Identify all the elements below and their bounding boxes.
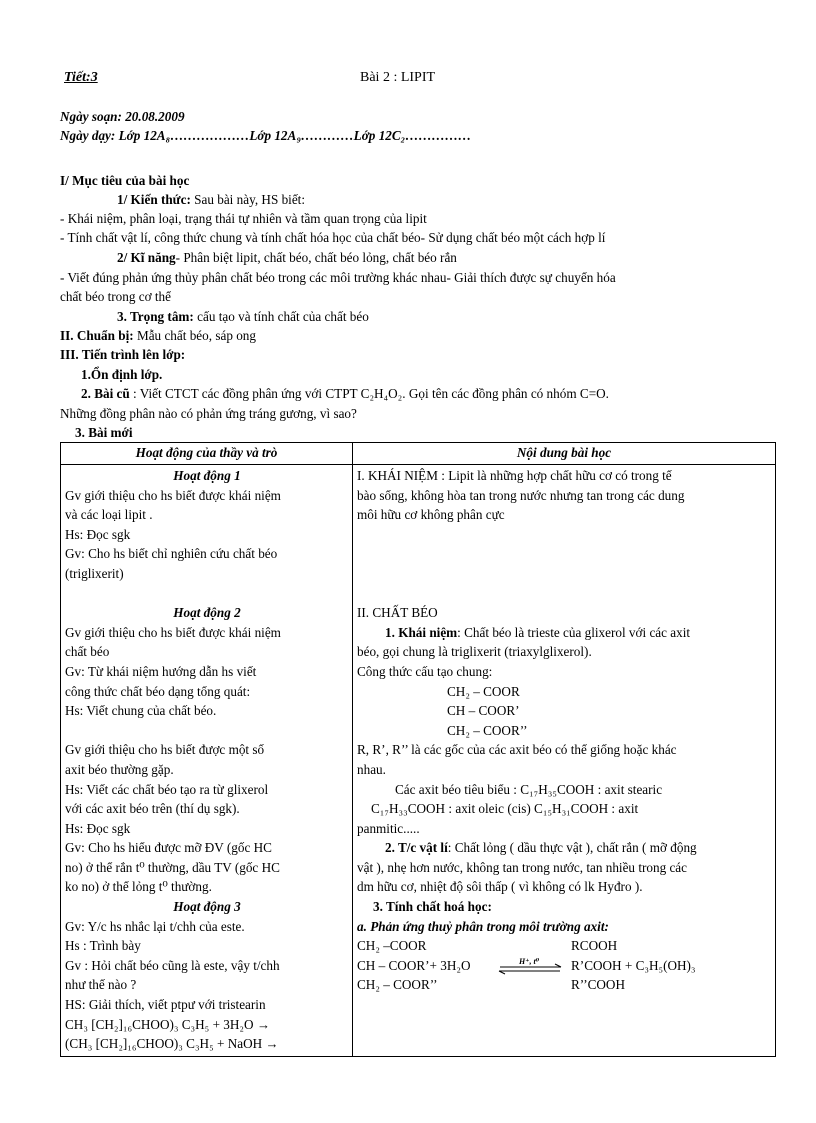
old-lesson-line <box>81 385 609 404</box>
new-lesson-heading: 3. Bài mới <box>75 425 133 440</box>
knowledge-label: 1/ Kiến thức: <box>117 192 191 207</box>
knowledge-item-2: - Tính chất vật lí, công thức chung và tính chất hóa học của chất béo- Sử dụng chất béo một cách hợp lí <box>60 230 606 245</box>
activity-3-equation: CH₃ [CH₂]₁₆CHOO)₃ C₃H₅ + 3H₂O → <box>65 1016 271 1032</box>
col-content-header: Nội dung bài học <box>516 445 612 460</box>
procedure-heading: III. Tiến trình lên lớp: <box>60 347 186 362</box>
formula-line: CH₂ – COOR <box>447 683 520 699</box>
lipid-definition: I. KHÁI NIỆM : Lipit là những hợp chất hữu cơ có trong tế <box>357 468 672 483</box>
fatty-acids-line: panmitic..... <box>357 820 420 836</box>
formula-line: CH – COOR’ <box>447 703 520 719</box>
activity-2-line: Gv giới thiệu cho hs biết được khái niệm <box>65 624 281 640</box>
activity-3-line: Gv: Y/c hs nhắc lại t/chh của este. <box>65 918 245 934</box>
physical-props-line: vật ), nhẹ hơn nước, không tan trong nước, tan nhiều trong các <box>357 859 688 875</box>
equation-right: R’COOH + C₃H₅(OH)₃ <box>571 957 696 973</box>
date-taught: Ngày dạy: Lớp 12A₈………………Lớp 12A₉…………Lớp 12C₂…………… <box>60 128 472 143</box>
fats-concept-line-2: béo, gọi chung là triglixerit (triaxylglixerol). <box>357 644 592 660</box>
spacer <box>357 544 773 564</box>
activity-2-line: Gv: Từ khái niệm hướng dẫn hs viết <box>65 663 257 679</box>
knowledge-item-1: - Khái niệm, phân loại, trạng thái tự nhiên và tầm quan trọng của lipit <box>60 211 427 226</box>
general-formula-label: Công thức cấu tạo chung: <box>357 663 493 679</box>
formula-line: CH₂ – COOR’’ <box>447 722 528 738</box>
lipid-definition: bào sống, không hòa tan trong nước nhưng tan trong các dung <box>357 487 685 503</box>
activity-1-line: Gv: Cho hs biết chỉ nghiên cứu chất béo <box>65 546 278 562</box>
equation-line-3 <box>357 975 773 995</box>
fats-concept-label: 1. Khái niệm <box>385 624 458 640</box>
radicals-note: R, R’, R’’ là các gốc của các axit béo có thể giống hoặc khác <box>357 742 677 758</box>
activity-3-equation: (CH₃ [CH₂]₁₆CHOO)₃ C₃H₅ + NaOH → <box>65 1036 279 1052</box>
arrow-condition: H⁺, t⁰ <box>519 956 540 966</box>
date-prepared: Ngày soạn: 20.08.2009 <box>60 109 185 124</box>
activity-2-line: ko no) ở thể lỏng t⁰ thường. <box>65 879 212 895</box>
physical-props-line: dm hữu cơ, nhiệt độ sôi thấp ( vì không có lk Hyđro ). <box>357 879 643 895</box>
knowledge-line <box>117 191 305 210</box>
activity-2-line: axit béo thường gặp. <box>65 761 174 777</box>
fatty-acids-line: Các axit béo tiêu biểu : C₁₇H₃₅COOH : axit stearic <box>395 781 663 797</box>
activity-2-line: Gv giới thiệu cho hs biết được một số <box>65 742 265 758</box>
focus-line <box>117 308 369 327</box>
fats-heading: II. CHẤT BÉO <box>357 605 438 621</box>
skills-line <box>117 249 457 268</box>
preparation-text: Mẫu chất béo, sáp ong <box>133 328 256 343</box>
activity-1-line: Hs: Đọc sgk <box>65 526 131 542</box>
class-stabilize: 1.Ổn định lớp. <box>81 367 163 382</box>
spacer <box>357 564 773 584</box>
activity-1-line: và các loại lipit . <box>65 507 153 523</box>
activity-2-line: Hs: Viết chung của chất béo. <box>65 703 217 719</box>
double-arrow-icon <box>497 963 563 975</box>
activity-3-title: Hoạt động 3 <box>173 899 241 915</box>
physical-props-text: : Chất lỏng ( dầu thực vật ), chất rắn ( mỡ động <box>447 840 697 856</box>
reversible-arrow-icon <box>497 956 563 973</box>
activity-2-line: Hs: Viết các chất béo tạo ra từ glixerol <box>65 781 269 797</box>
focus-label: 3. Trọng tâm: <box>117 309 194 324</box>
activity-2-line: chất béo <box>65 644 110 660</box>
equation-right: R’’COOH <box>571 977 625 993</box>
skills-item-1: - Viết đúng phản ứng thủy phân chất béo trong các môi trường khác nhau- Giải thích được sự chuyển hóa <box>60 270 616 285</box>
equation-line-1 <box>357 936 773 956</box>
old-lesson-text: : Viết CTCT các đồng phân ứng với CTPT C₂H₄O₂. Gọi tên các đồng phân có nhóm C=O. <box>129 386 609 401</box>
lesson-table <box>60 442 776 1057</box>
old-lesson-text-2: Những đồng phân nào có phản ứng tráng gương, vì sao? <box>60 406 357 421</box>
lipid-definition: môi hữu cơ không phân cực <box>357 507 505 523</box>
activity-1-title: Hoạt động 1 <box>173 468 241 483</box>
activity-2-line: với các axit béo trên (thí dụ sgk). <box>65 801 240 817</box>
objectives-heading: I/ Mục tiêu của bài học <box>60 173 190 188</box>
col-activities-header: Hoạt động của thầy và trò <box>135 445 278 460</box>
preparation-label: II. Chuẩn bị: <box>60 328 134 343</box>
knowledge-text: Sau bài này, HS biết: <box>190 192 306 207</box>
activity-3-line: như thế nào ? <box>65 977 137 993</box>
radicals-note: nhau. <box>357 761 386 777</box>
activity-3-line: Hs : Trình bày <box>65 938 141 954</box>
activity-1-line: (triglixerit) <box>65 565 124 581</box>
equation-line-2 <box>357 956 773 976</box>
old-lesson-label: 2. Bài cũ <box>81 386 130 401</box>
table-header-divider <box>61 464 775 465</box>
equation-right: RCOOH <box>571 938 618 954</box>
preparation-line <box>60 327 256 346</box>
fats-concept-line <box>357 623 773 643</box>
activity-2-line: Hs: Đọc sgk <box>65 820 131 836</box>
activity-2-line: Gv: Cho hs hiểu được mỡ ĐV (gốc HC <box>65 840 272 856</box>
activities-column <box>65 466 349 1054</box>
chemical-props-heading: 3. Tính chất hoá học: <box>373 899 492 915</box>
spacer <box>65 584 349 604</box>
activity-3-line: Gv : Hỏi chất béo cũng là este, vậy t/chh <box>65 957 280 973</box>
physical-props-line <box>357 838 773 858</box>
physical-props-label: 2. T/c vật lí <box>385 840 448 856</box>
skills-label: 2/ Kĩ năng <box>117 250 176 265</box>
table-column-divider <box>352 443 353 1056</box>
activity-1-line: Gv giới thiệu cho hs biết được khái niệm <box>65 487 281 503</box>
equation-left: CH – COOR’+ 3H₂O <box>357 957 471 973</box>
focus-text: cấu tạo và tính chất của chất béo <box>193 309 369 324</box>
activity-3-line: HS: Giải thích, viết ptpư với tristearin <box>65 997 266 1013</box>
fatty-acids-line: C₁₇H₃₃COOH : axit oleic (cis) C₁₅H₃₁COOH : axit <box>371 801 639 817</box>
skills-text: - Phân biệt lipit, chất béo, chất béo lỏng, chất béo rắn <box>175 250 457 265</box>
spacer <box>65 721 349 741</box>
fats-concept-text: : Chất béo là trieste của glixerol với các axit <box>457 624 691 640</box>
equation-left: CH₂ –COOR <box>357 938 427 954</box>
spacer <box>357 525 773 545</box>
activity-2-line: no) ở thể rắn t⁰ thường, dầu TV (gốc HC <box>65 859 280 875</box>
lesson-title: Bài 2 : LIPIT <box>360 70 436 85</box>
activity-2-line: công thức chất béo dạng tổng quát: <box>65 683 251 699</box>
spacer <box>357 584 773 604</box>
equation-left: CH₂ – COOR’’ <box>357 977 438 993</box>
acid-hydrolysis-heading: a. Phản ứng thuỷ phân trong môi trường axit: <box>357 918 609 934</box>
lesson-number: Tiết:3 <box>64 70 98 85</box>
content-column <box>357 466 773 995</box>
skills-item-2: chất béo trong cơ thể <box>60 289 171 304</box>
activity-2-title: Hoạt động 2 <box>173 605 241 621</box>
